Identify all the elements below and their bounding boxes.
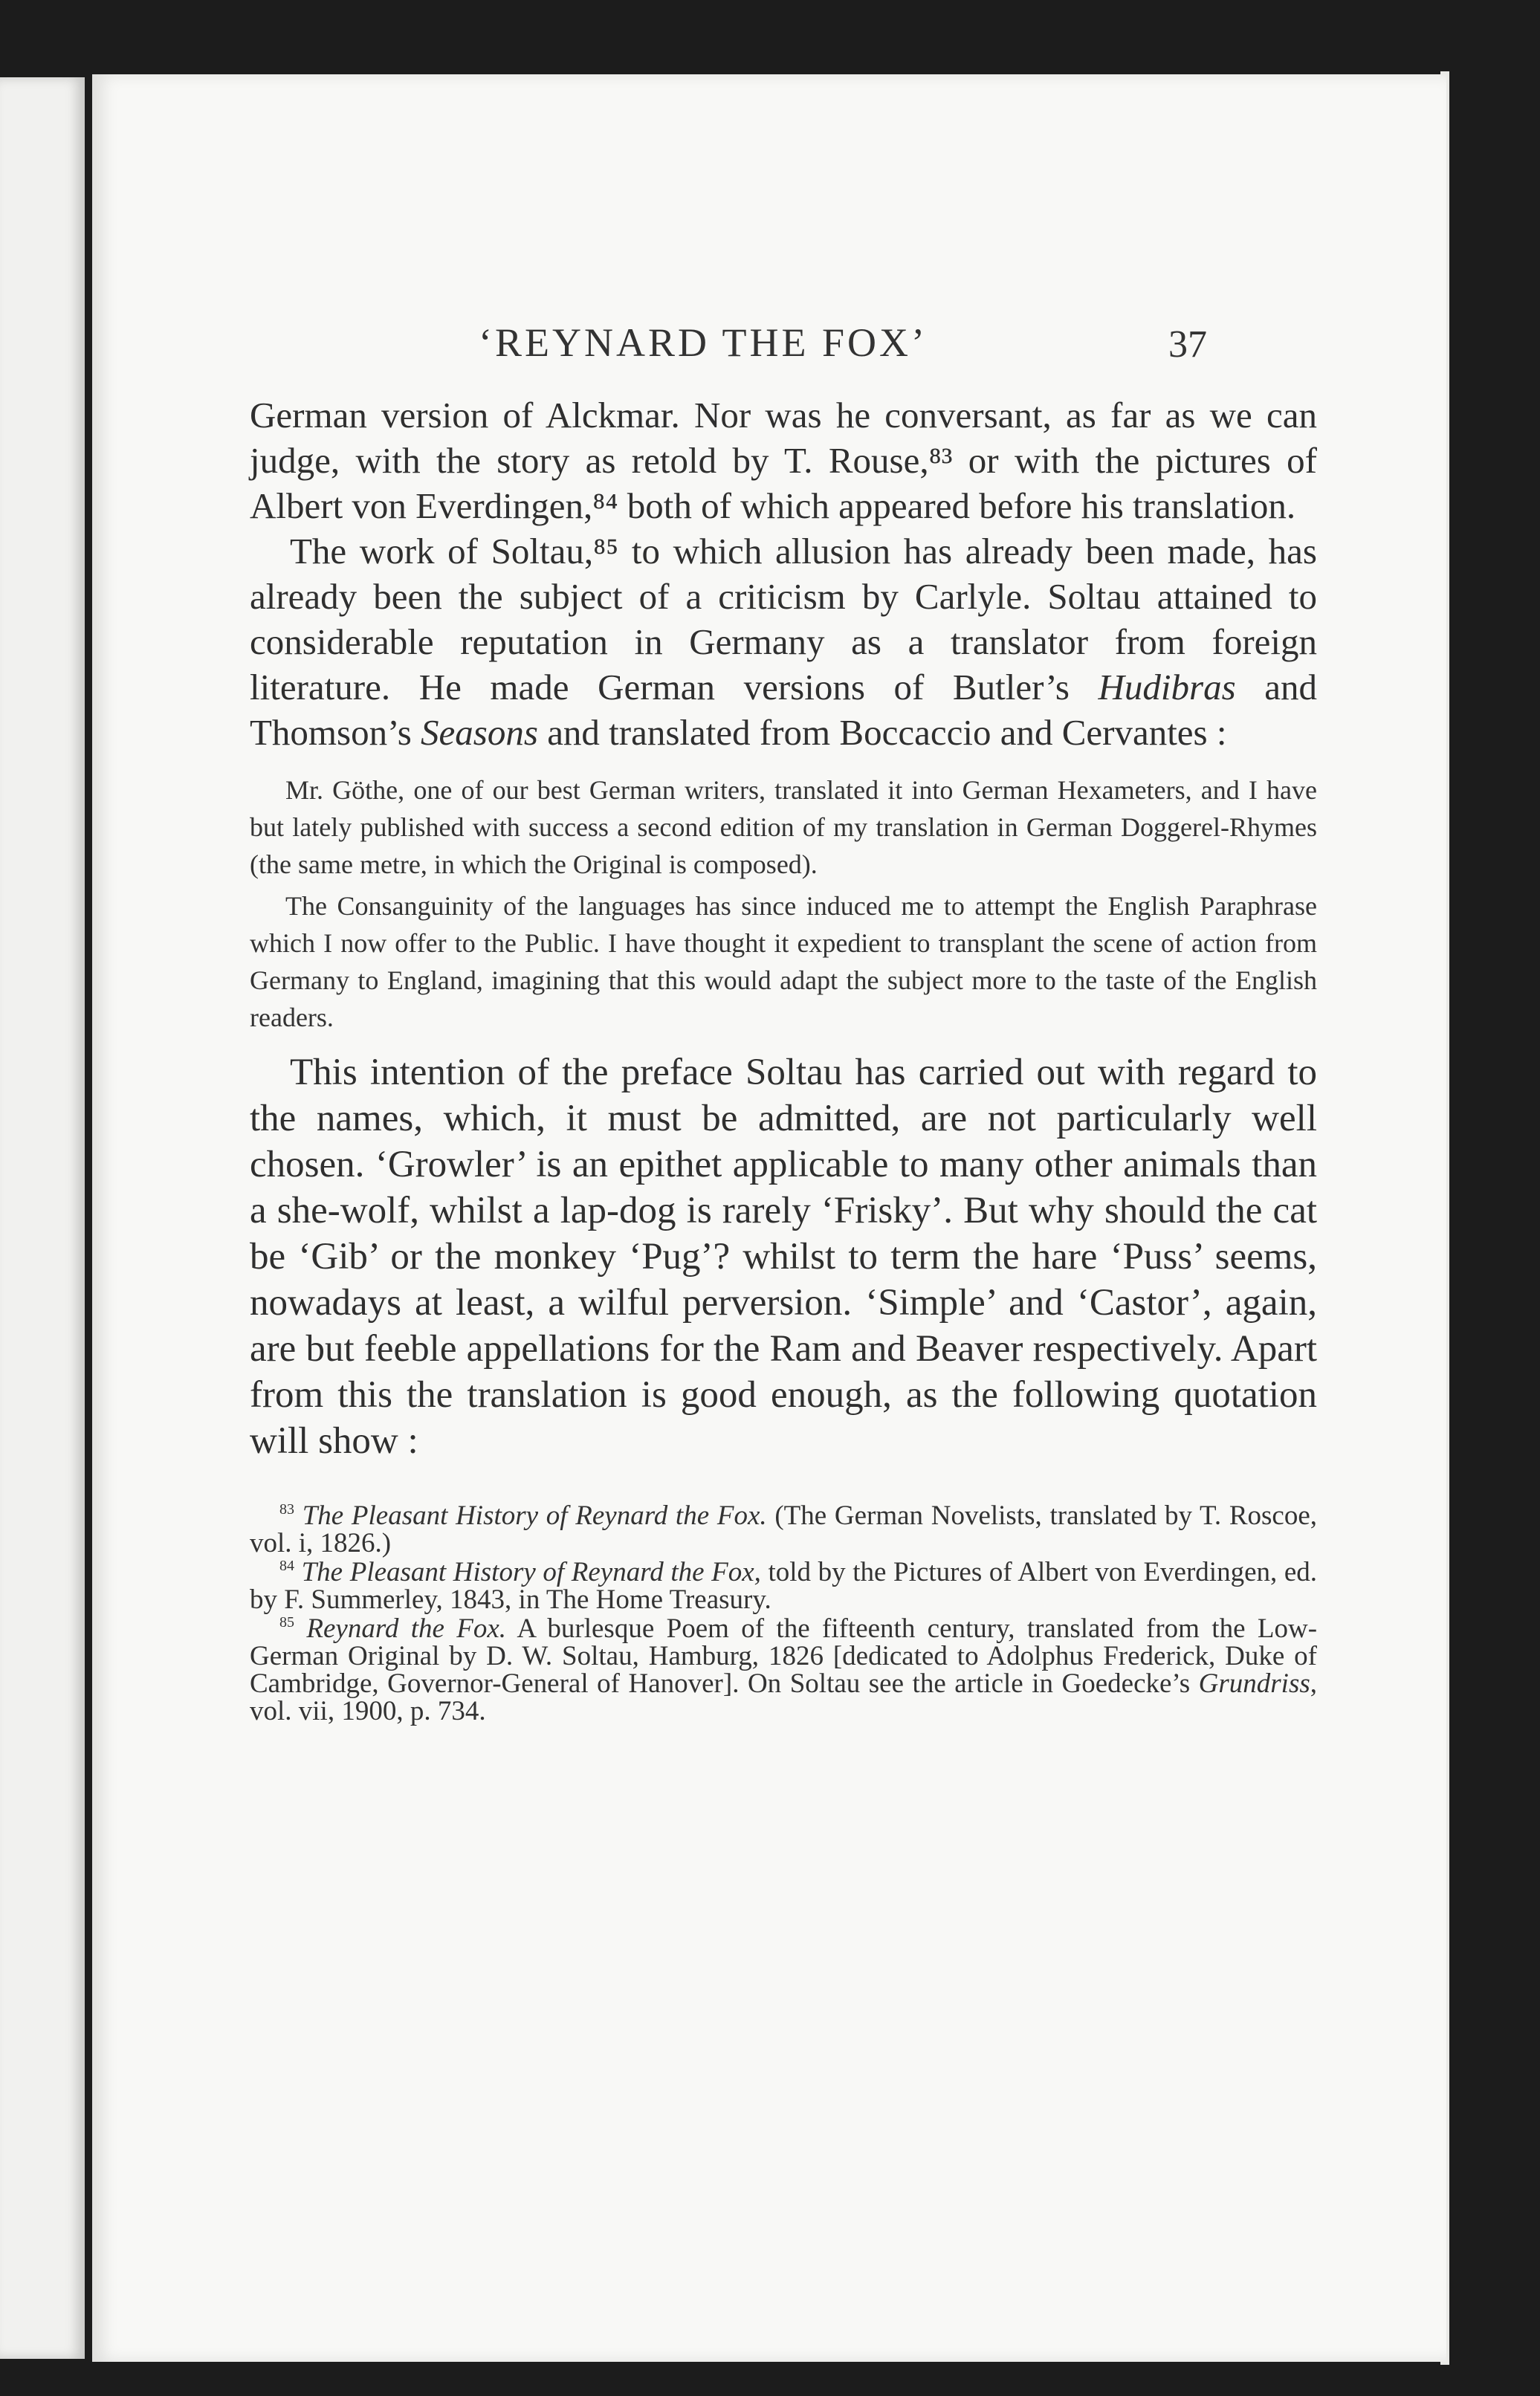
paragraph-2 [250,528,1317,755]
footnotes [250,1502,1317,1725]
footnote-mark: 84 [279,1558,294,1574]
paragraph-2-text-c: and translated from Boccaccio and Cervantes : [537,712,1227,753]
running-head: ‘REYNARD THE FOX’ [479,320,928,365]
footnote-text: told by the Pictures of Albert von Everdingen, ed. by F. Summerley, 1843, in The Home Treasury. [250,1557,1318,1615]
paragraph-3: This intention of the preface Soltau has carried out with regard to the names, which, it must be admitted, are not particularly well chosen. ‘Growler’ is an epithet applicable to many other animals than a she-wolf, whilst a lap-dog is rarely ‘Frisky’. But why should the cat be ‘Gib’ or the monkey ‘Pug’? whilst to term the hare ‘Puss’ seems, nowadays at least, a wilful perversion. ‘Simple’ and ‘Castor’, again, are but feeble appellations for the Ram and Beaver respectively. Apart from this the translation is good enough, as the following quotation will show : [250,1052,1317,1462]
page-body [250,392,1317,1725]
title-seasons: Seasons [421,712,538,753]
quote-paragraph-2: The Consanguinity of the languages has since induced me to attempt the English Paraphrase which I now offer to the Public. I have thought it expedient to transplant the scene of action from Germany to England, imagining that this would adapt the subject more to the taste of the English readers. [250,891,1317,1032]
facing-page-edge [0,77,85,2359]
quote-paragraph-1: Mr. Göthe, one of our best German writers, translated it into German Hexameters, and I have but lately published with success a second edition of my translation in German Doggerel-Rhymes (the same metre, in which the Original is composed). [250,775,1317,879]
paragraph-2-text-b: and Thomson’s [250,667,1317,753]
paragraph-2-text-a: The work of Soltau,⁸⁵ to which allusion has already been made, has already been the subject of a criticism by Carlyle. Soltau attained to considerable reputation in Germany as a translator from foreign literature. He made German versions of Butler’s [250,531,1317,708]
footnote-mark: 83 [279,1501,294,1518]
title-grundriss: Grundriss [1198,1668,1310,1699]
block-quote [250,771,1317,1036]
footnote-mark: 85 [279,1614,294,1631]
footnote-title: The Pleasant History of Reynard the Fox, [301,1557,761,1587]
title-hudibras: Hudibras [1098,667,1236,708]
page-header [92,320,1446,372]
footnote-text: A burlesque Poem of the fifteenth century, translated from the Low-German Original by D. W. Soltau, Hamburg, 1826 [dedicated to Adolphus Frederick, Duke of Cambridge, Governor-General of Hanover]. On Soltau see the article in Goedecke’s [250,1613,1318,1699]
footnote-84 [250,1558,1317,1613]
book-page [92,74,1446,2362]
footnote-title: Reynard the Fox. [306,1613,507,1644]
page-number: 37 [1168,323,1207,366]
footnote-text: (The German Novelists, translated by T. Roscoe, vol. i, 1826.) [250,1500,1317,1558]
footnote-text-end: , vol. vii, 1900, p. 734. [250,1668,1317,1726]
footnote-83 [250,1502,1317,1557]
paragraph-1: German version of Alckmar. Nor was he conversant, as far as we can judge, with the story as retold by T. Rouse,⁸³ or with the pictures of Albert von Everdingen,⁸⁴ both of which appeared before his translation. [250,395,1317,526]
footnote-85 [250,1615,1317,1725]
footnote-title: The Pleasant History of Reynard the Fox. [302,1500,767,1531]
